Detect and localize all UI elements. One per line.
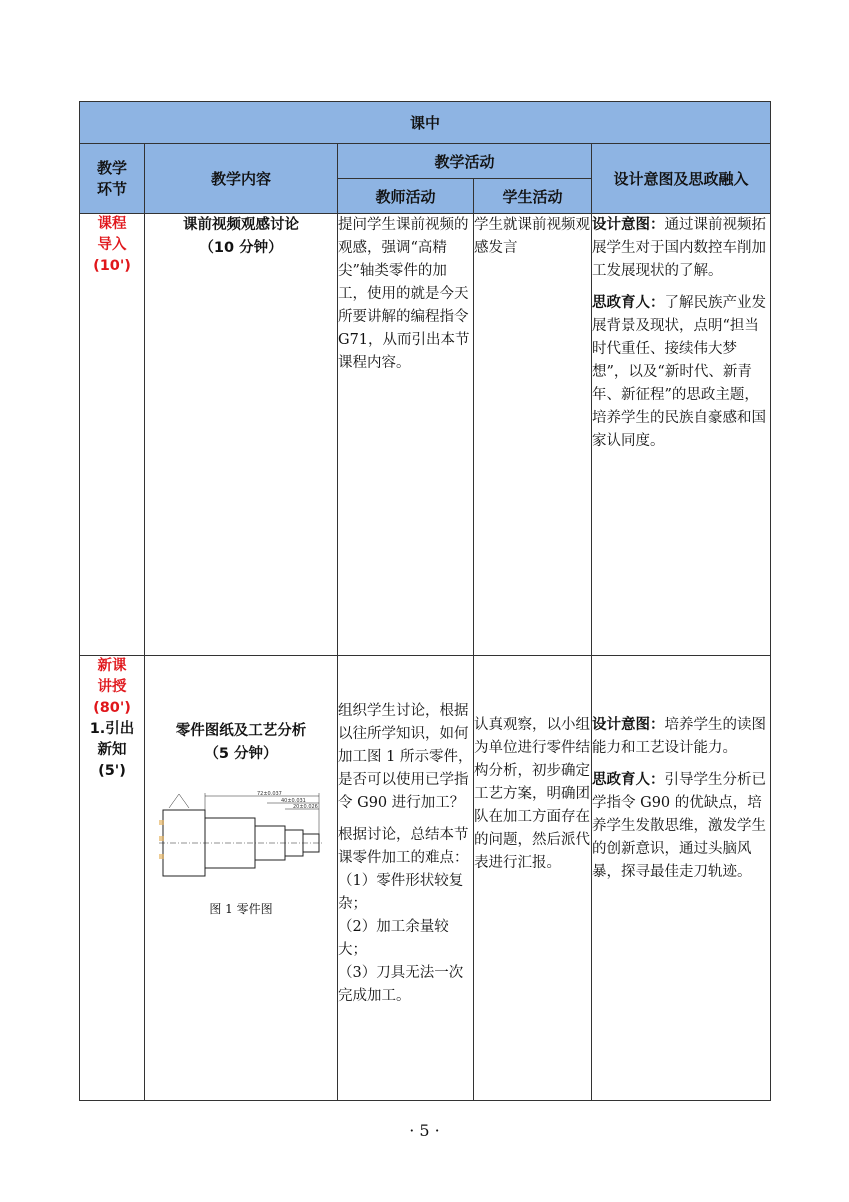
- ideology-label: 思政育人：: [592, 772, 665, 788]
- content-time: （5 分钟）: [204, 746, 278, 762]
- part-drawing-figure: [157, 790, 325, 896]
- page-number: · 5 ·: [409, 1121, 440, 1140]
- col-header-design: 设计意图及思政融入: [592, 144, 771, 214]
- design-cell-new: [592, 656, 771, 1101]
- col-header-activity: 教学活动: [338, 144, 592, 179]
- table-row: [80, 214, 771, 656]
- content-title: 零件图纸及工艺分析: [175, 723, 307, 739]
- teacher-cell-intro: 提问学生课前视频的观感，强调“高精尖”轴类零件的加工，使用的就是今天所要讲解的编程指令 G71，从而引出本节课程内容。: [338, 214, 474, 656]
- dim-40: 40±0.031: [281, 798, 306, 804]
- lesson-table: [79, 101, 771, 1101]
- col-header-stage: 教学环节: [80, 144, 145, 214]
- stage-cell-intro: 课程 导入 (10'): [80, 214, 145, 656]
- ideology-text: 了解民族产业发展背景及现状，点明“担当时代重任、接续伟大梦想”，以及“新时代、新青年、新征程”的思政主题，培养学生的民族自豪感和国家认同度。: [592, 295, 766, 449]
- content-cell-new: [145, 656, 338, 1101]
- design-text: 通过课前视频拓展学生对于国内数控车削加工发展现状的了解。: [592, 217, 766, 279]
- design-cell-intro: [592, 214, 771, 656]
- ideology-label: 思政育人：: [592, 295, 665, 311]
- col-header-content: 教学内容: [145, 144, 338, 214]
- content-title: 课前视频观感讨论: [183, 217, 299, 233]
- student-cell-intro: 学生就课前视频观感发言: [474, 214, 592, 656]
- content-time: （10 分钟）: [199, 240, 283, 256]
- col-header-student: 学生活动: [474, 179, 592, 214]
- dim-72: 72±0.037: [257, 791, 282, 797]
- design-text: 培养学生的读图能力和工艺设计能力。: [592, 717, 766, 756]
- stage-cell-new: 新课 讲授 (80') 1.引出 新知 (5'): [80, 656, 145, 1101]
- table-title: 课中: [80, 102, 771, 144]
- ideology-text: 引导学生分析已学指令 G90 的优缺点，培养学生发散思维，激发学生的创新意识，通过头脑风暴，探寻最佳走刀轨迹。: [592, 772, 766, 880]
- design-label: 设计意图：: [592, 217, 665, 233]
- dim-20: 20±0.026: [293, 804, 318, 810]
- figure-caption: 图 1 零件图: [209, 902, 273, 916]
- teacher-cell-new: 组织学生讨论，根据以往所学知识，如何加工图 1 所示零件，是否可以使用已学指令 G90 进行加工？ 根据讨论，总结本节课零件加工的难点： （1）零件形状较复杂； （2）加工余量较大； （3）刀具无法一次完成加工。: [338, 656, 474, 1101]
- content-cell-intro: [145, 214, 338, 656]
- col-header-teacher: 教师活动: [338, 179, 474, 214]
- design-label: 设计意图：: [592, 717, 665, 733]
- student-cell-new: 认真观察，以小组为单位进行零件结构分析，初步确定工艺方案，明确团队在加工方面存在的问题，然后派代表进行汇报。: [474, 656, 592, 1101]
- table-row: [80, 656, 771, 1101]
